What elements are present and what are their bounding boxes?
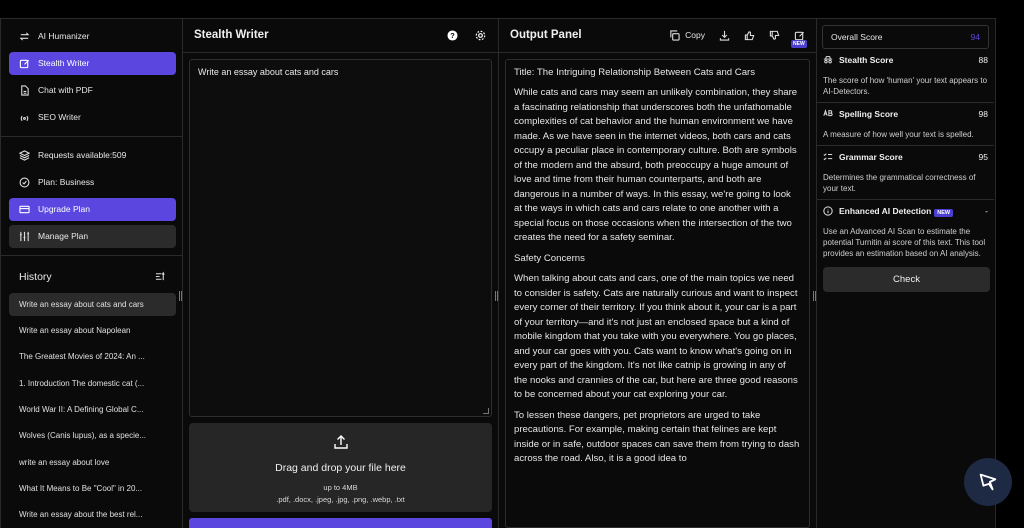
svg-text:?: ? (449, 30, 455, 40)
filter-list-icon[interactable] (155, 271, 166, 282)
dropzone-file-types: .pdf, .docx, .jpeg, .jpg, .png, .webp, .txt (276, 495, 405, 505)
check-circle-icon (19, 177, 30, 188)
ai-detection-value: - (985, 206, 988, 216)
manage-plan-button[interactable] (9, 225, 176, 248)
output-paragraph: Safety Concerns (514, 252, 585, 264)
download-icon[interactable] (719, 30, 730, 41)
output-paragraph: While cats and cars may seem an unlikely combination, they share a fascinating relationship that underscores both the unfathomable complexities of cat behavior and the human environment we have made. As we have seen in the internet videos, both cars and cats occupy a peculiar place in contemporary culture. Both are symbols of the modern and the absurd, both preoccupy a huge amount of love and time from their human counterparts, and both are dangerous in a number of ways. In this essay, we're going to look at the ways in which cats and cars relate to one another with a special focus on those occasions when the intersection of the two creates the need for a safety seminar. (514, 87, 798, 244)
grammar-score-card (817, 146, 994, 200)
score-value: 88 (978, 55, 988, 65)
score-description: Determines the grammatical correctness of your text. (823, 173, 976, 193)
copy-icon (669, 30, 680, 41)
layers-icon (19, 150, 30, 161)
plan-label: Plan: Business (38, 177, 95, 188)
ai-detection-description: Use an Advanced AI Scan to estimate the potential Turnitin ai score of this text. This tool provides an estimation based on AI analysis. (823, 227, 986, 258)
nav-label: Chat with PDF (38, 85, 93, 96)
history-item[interactable]: What It Means to Be "Cool" in 20... (19, 484, 143, 494)
history-item[interactable]: Write an essay about the best rel... (19, 510, 143, 520)
output-text-area[interactable] (505, 59, 810, 528)
incognito-icon (823, 55, 833, 65)
history-item[interactable]: World War II: A Defining Global C... (19, 404, 144, 414)
score-value: 95 (978, 152, 988, 162)
history-item[interactable]: Write an essay about cats and cars (9, 293, 176, 316)
nav-label: Stealth Writer (38, 58, 90, 69)
dropzone-title: Drag and drop your file here (275, 462, 406, 475)
output-title: Output Panel (510, 29, 582, 42)
check-button[interactable]: Check (823, 267, 990, 292)
nav-label: SEO Writer (38, 112, 81, 123)
output-paragraph: When talking about cats and cars, one of the main topics we need to consider is safety. Cats are naturally curious and want to inspect every corner of their territory. If you think about it, your car is a part of your territory—and it's not just an enclosed space but a kind of mobile kingdom that you take with you everywhere. You go places, and your car goes with you. Cats want to know what's going on in every part of the kingdom. It's not like catnip is growing in any of the nooks and crannies of the car, but here are three good reasons to be concerned about your cat exploring your car. (514, 273, 798, 401)
list-check-icon (823, 152, 833, 162)
edit-new-icon[interactable] (793, 30, 805, 47)
upgrade-label: Upgrade Plan (38, 204, 90, 215)
pencil-icon (19, 58, 30, 69)
settings-gear-icon[interactable] (473, 28, 487, 42)
thumbs-up-icon[interactable] (744, 30, 755, 41)
output-paragraph: To lessen these dangers, pet proprietors are urged to take precautions. For example, making certain that felines are kept inside or in safe, outdoor spaces can save them from trying to dash across the road. Also, it is a good idea to (514, 409, 800, 465)
manage-label: Manage Plan (38, 231, 89, 242)
spelling-score-card (817, 103, 994, 146)
help-icon[interactable] (445, 28, 459, 42)
stealth-score-card (817, 49, 994, 103)
resize-handle[interactable] (495, 291, 501, 301)
plan-status (9, 171, 176, 194)
send-plane-icon (977, 471, 999, 493)
output-header (499, 19, 816, 53)
generate-button[interactable] (189, 518, 492, 528)
spellcheck-icon (823, 109, 833, 119)
divider (1, 136, 182, 137)
history-item[interactable]: Write an essay about Napolean (19, 325, 131, 335)
writer-panel (183, 19, 499, 528)
credit-card-icon (19, 204, 30, 215)
prompt-textarea[interactable] (189, 59, 492, 418)
file-dropzone[interactable] (189, 423, 492, 512)
output-panel (499, 19, 817, 528)
thumbs-down-icon[interactable] (769, 30, 780, 41)
copy-button[interactable] (669, 30, 705, 41)
ai-detection-label-wrap (839, 206, 979, 216)
prompt-text: Write an essay about cats and cars (198, 66, 339, 77)
resize-handle[interactable] (179, 291, 185, 301)
info-icon (823, 206, 833, 216)
history-item[interactable]: write an essay about love (19, 457, 110, 467)
writer-title: Stealth Writer (194, 29, 269, 42)
app-window (0, 18, 996, 528)
signal-icon (19, 112, 30, 123)
divider (1, 255, 182, 256)
ai-detection-card (817, 200, 994, 297)
upgrade-plan-button[interactable] (9, 198, 176, 221)
score-description: The score of how 'human' your text appears to AI-Detectors. (823, 76, 988, 96)
score-label: Grammar Score (839, 152, 903, 162)
score-label: Stealth Score (839, 55, 894, 65)
new-badge: NEW (793, 40, 805, 47)
textarea-resize-grip[interactable] (483, 408, 489, 414)
upload-icon (333, 434, 349, 455)
score-description: A measure of how well your text is spelled. (823, 130, 974, 139)
document-icon (19, 85, 30, 96)
score-label: Spelling Score (839, 109, 899, 119)
output-actions (669, 30, 805, 47)
new-badge: NEW (934, 209, 953, 217)
nav-chat-with-pdf[interactable] (9, 79, 176, 102)
sliders-icon (19, 231, 30, 242)
sidebar (1, 19, 183, 528)
dropzone-size-limit: up to 4MB (323, 483, 358, 493)
chat-support-button[interactable] (964, 458, 1012, 506)
nav-seo-writer[interactable] (9, 106, 176, 129)
overall-score-value: 94 (970, 32, 980, 42)
nav-stealth-writer[interactable] (9, 52, 176, 75)
ai-detection-label: Enhanced AI Detection (839, 206, 932, 216)
requests-label: Requests available:509 (38, 150, 127, 161)
requests-available (9, 144, 176, 167)
overall-score (822, 25, 989, 49)
history-item[interactable]: Wolves (Canis lupus), as a specie... (19, 431, 147, 441)
swap-arrows-icon (19, 31, 30, 42)
history-item[interactable]: 1. Introduction The domestic cat (... (19, 378, 145, 388)
writer-header (183, 19, 498, 53)
nav-label: AI Humanizer (38, 31, 90, 42)
output-paragraph: Title: The Intriguing Relationship Between Cats and Cars (514, 66, 756, 78)
history-header (9, 261, 176, 291)
overall-score-label: Overall Score (831, 32, 883, 42)
scores-panel (817, 19, 994, 528)
copy-label: Copy (685, 30, 705, 41)
history-title: History (19, 270, 52, 283)
score-value: 98 (978, 109, 988, 119)
resize-handle[interactable] (813, 291, 819, 301)
nav-ai-humanizer[interactable] (9, 25, 176, 48)
history-item[interactable]: The Greatest Movies of 2024: An ... (19, 352, 145, 362)
